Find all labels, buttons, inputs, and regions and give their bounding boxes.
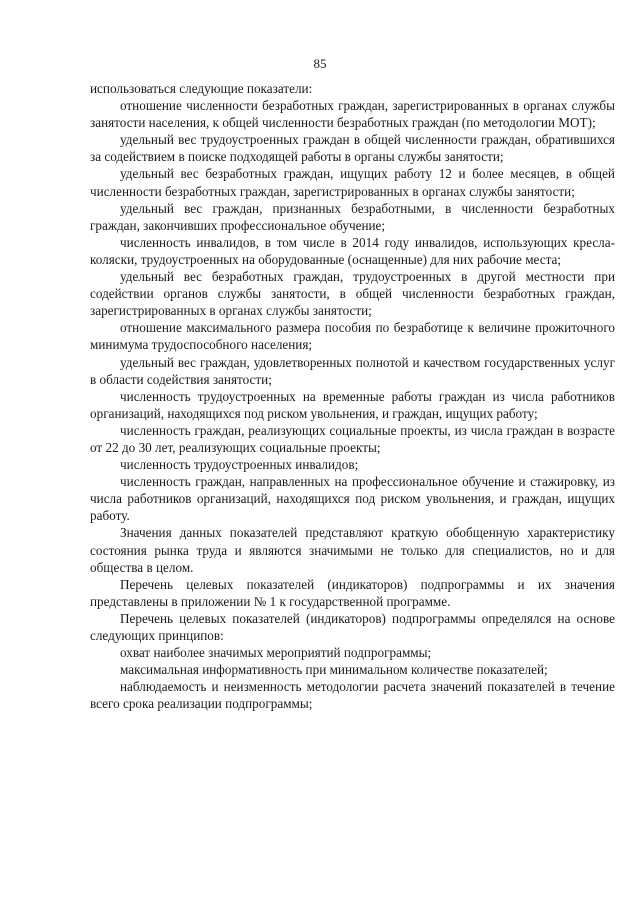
paragraph-indicator: численность трудоустроенных инвалидов; bbox=[120, 457, 359, 473]
paragraph-indicator: численность граждан, направленных на профессиональное обучение и стажировку, из числа работников организаций, находящихся под риском увольнения, и граждан, ищущих работу. bbox=[90, 474, 615, 524]
paragraph-indicator: удельный вес граждан, удовлетворенных полнотой и качеством государственных услуг в области содействия занятости; bbox=[90, 354, 615, 387]
paragraph-summary: Значения данных показателей представляют краткую обобщенную характеристику состояния рынка труда и являются значимыми не только для специалистов, но и для общества в целом. bbox=[90, 525, 615, 575]
page-number: 85 bbox=[313, 56, 327, 71]
paragraph-indicator: удельный вес безработных граждан, ищущих работу 12 и более месяцев, в общей численности безработных граждан, зарегистрированных в органах службы занятости; bbox=[90, 166, 615, 199]
paragraph-intro: использоваться следующие показатели: bbox=[90, 81, 313, 96]
paragraph-indicator: удельный вес трудоустроенных граждан в общей численности граждан, обратившихся за содействием в поиске подходящей работы в органы службы занятости; bbox=[90, 132, 615, 165]
paragraph-principle: наблюдаемость и неизменность методологии расчета значений показателей в течение всего срока реализации подпрограммы; bbox=[90, 679, 615, 712]
paragraph-principle: охват наиболее значимых мероприятий подпрограммы; bbox=[120, 645, 432, 661]
paragraph-indicator: численность трудоустроенных на временные работы граждан из числа работников организаций, находящихся под риском увольнения, и граждан, ищущих работу; bbox=[90, 388, 615, 421]
paragraph-appendix-reference: Перечень целевых показателей (индикаторов) подпрограммы и их значения представлены в приложении № 1 к государственной программе. bbox=[90, 576, 615, 609]
paragraph-indicator: удельный вес граждан, признанных безработными, в численности безработных граждан, закончивших профессиональное обучение; bbox=[90, 200, 615, 233]
paragraph-indicator: отношение численности безработных граждан, зарегистрированных в органах службы занятости населения, к общей численности безработных граждан (по методологии МОТ); bbox=[90, 98, 615, 131]
paragraph-indicator: численность граждан, реализующих социальные проекты, из числа граждан в возрасте от 22 до 30 лет, реализующих социальные проекты; bbox=[90, 422, 615, 455]
document-body bbox=[90, 80, 615, 712]
paragraph-indicator: численность инвалидов, в том числе в 2014 году инвалидов, использующих кресла-коляски, трудоустроенных на оборудованные (оснащенные) для них рабочие места; bbox=[90, 234, 615, 267]
paragraph-indicator: удельный вес безработных граждан, трудоустроенных в другой местности при содействии органов службы занятости, в общей численности безработных граждан, зарегистрированных в органах службы занятости; bbox=[90, 269, 615, 319]
paragraph-principles-intro: Перечень целевых показателей (индикаторов) подпрограммы определялся на основе следующих принципов: bbox=[90, 610, 615, 643]
paragraph-principle: максимальная информативность при минимальном количестве показателей; bbox=[120, 662, 548, 678]
paragraph-indicator: отношение максимального размера пособия по безработице к величине прожиточного минимума трудоспособного населения; bbox=[90, 320, 615, 353]
